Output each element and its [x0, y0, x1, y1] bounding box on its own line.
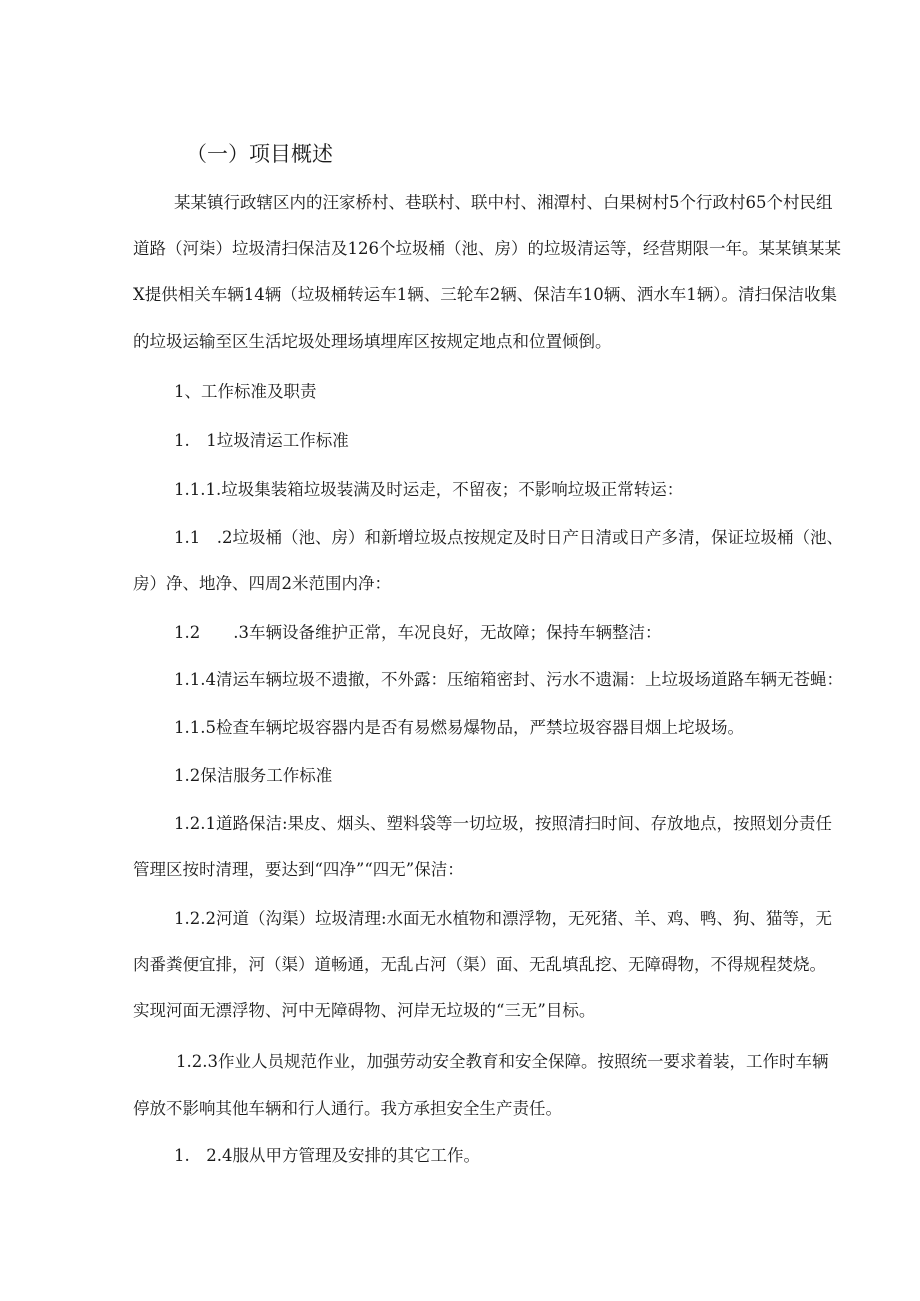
subsection-title: 1.2保洁服务工作标准	[174, 766, 333, 785]
paragraph-line: 某某镇行政辖区内的汪家桥村、巷联村、联中村、湘潭村、白果树村5个行政村65个村民组	[174, 193, 833, 212]
list-item: 1.2 .3车辆设备维护正常，车况良好，无故障；保持车辆整洁：	[174, 623, 662, 642]
list-item: 1.1 .2垃圾桶（池、房）和新增垃圾点按规定及时日产日清或日产多清，保证垃圾桶（池、	[174, 528, 843, 547]
list-item: 1.2.3作业人员规范作业，加强劳动安全教育和安全保障。按照统一要求着装，工作时车辆	[176, 1052, 829, 1071]
section-heading: （一）项目概述	[186, 142, 333, 166]
subsection-title: 1. 1垃圾清运工作标准	[174, 431, 349, 450]
list-item-continuation: 实现河面无漂浮物、河中无障碍物、河岸无垃圾的“三无”目标。	[133, 1001, 596, 1020]
list-item-continuation: 管理区按时清理，要达到“四净”“四无”保洁：	[133, 860, 464, 879]
list-item-continuation: 停放不影响其他车辆和行人通行。我方承担安全生产责任。	[133, 1099, 562, 1118]
list-item: 1.1.4清运车辆垃圾不遗撤，不外露：压缩箱密封、污水不遗漏：上垃圾场道路车辆无苍蝇：	[174, 670, 843, 689]
paragraph-line: 道路（河柒）垃圾清扫保洁及126个垃圾桶（池、房）的垃圾清运等，经营期限一年。某某镇某某	[133, 239, 841, 258]
list-item: 1.2.2河道（沟渠）垃圾清理:水面无水植物和漂浮物，无死猪、羊、鸡、鸭、狗、猫等，无	[174, 909, 833, 928]
list-item: 1.1.5检查车辆坨圾容器内是否有易燃易爆物品，严禁垃圾容器目烟上坨圾场。	[174, 718, 744, 737]
list-item-continuation: 房）净、地净、四周2米范围内净：	[133, 574, 391, 593]
paragraph-line: 的垃圾运输至区生活坨圾处理场填埋库区按规定地点和位置倾倒。	[133, 332, 612, 351]
list-item: 1.1.1.垃圾集装箱垃圾装满及时运走，不留夜；不影响垃圾正常转运：	[174, 480, 684, 499]
list-item: 1.2.1道路保洁:果皮、烟头、塑料袋等一切垃圾，按照清扫时间、存放地点，按照划分责任	[174, 814, 833, 833]
list-item-continuation: 肉番粪便宜排，河（渠）道畅通，无乱占河（渠）面、无乱填乱挖、无障碍物，不得规程焚烧。	[133, 955, 826, 974]
list-item: 1. 2.4服从甲方管理及安排的其它工作。	[174, 1146, 480, 1165]
paragraph-line: X提供相关车辆14辆（垃圾桶转运车1辆、三轮车2辆、保洁车10辆、洒水车1辆）。清扫保洁收集	[133, 285, 837, 304]
section-title: 1、工作标准及职责	[174, 382, 317, 401]
